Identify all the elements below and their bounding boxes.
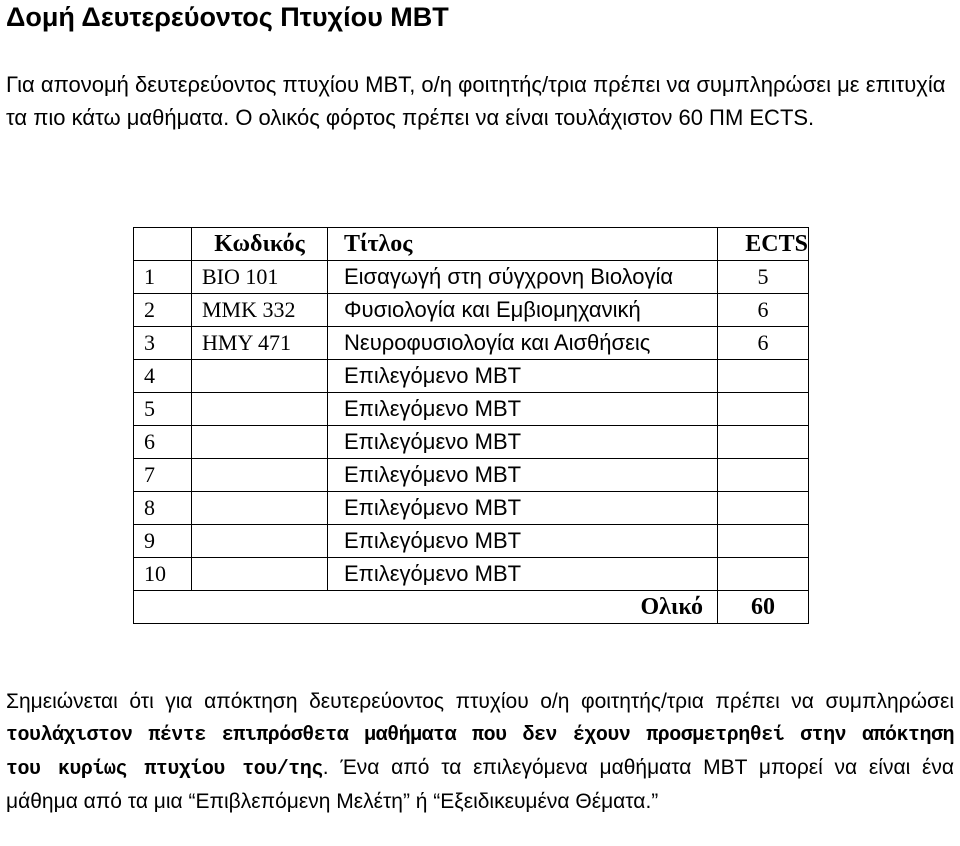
row-code — [192, 558, 328, 591]
header-title: Τίτλος — [328, 228, 718, 261]
table-row — [134, 426, 809, 459]
row-code — [192, 426, 328, 459]
row-code: ΜΜΚ 332 — [192, 294, 328, 327]
note-text-start: Σημειώνεται ότι για απόκτηση δευτερεύοντος πτυχίου ο/η φοιτητής/τρια πρέπει να συμπληρώσει — [6, 690, 954, 713]
table-header-row — [134, 228, 809, 261]
row-code: ΗΜΥ 471 — [192, 327, 328, 360]
row-code — [192, 360, 328, 393]
row-title: Επιλεγόμενο ΜΒΤ — [328, 426, 718, 459]
page-title: Δομή Δευτερεύοντος Πτυχίου ΜΒΤ — [6, 2, 449, 32]
total-value: 60 — [718, 591, 809, 624]
row-ects — [718, 558, 809, 591]
row-ects — [718, 459, 809, 492]
row-number: 4 — [134, 360, 192, 393]
table-row — [134, 393, 809, 426]
row-ects — [718, 360, 809, 393]
header-ects: ECTS — [718, 228, 809, 261]
table-row — [134, 360, 809, 393]
row-code: ΒΙΟ 101 — [192, 261, 328, 294]
row-code — [192, 525, 328, 558]
row-title: Επιλεγόμενο ΜΒΤ — [328, 558, 718, 591]
table-row — [134, 459, 809, 492]
row-number: 8 — [134, 492, 192, 525]
row-number: 5 — [134, 393, 192, 426]
row-code — [192, 492, 328, 525]
total-label: Ολικό — [134, 591, 718, 624]
row-number: 2 — [134, 294, 192, 327]
row-title: Επιλεγόμενο ΜΒΤ — [328, 492, 718, 525]
row-title: Επιλεγόμενο ΜΒΤ — [328, 459, 718, 492]
row-title: Επιλεγόμενο ΜΒΤ — [328, 525, 718, 558]
row-number: 3 — [134, 327, 192, 360]
row-number: 6 — [134, 426, 192, 459]
row-ects — [718, 426, 809, 459]
course-table — [133, 227, 809, 624]
row-title: Εισαγωγή στη σύγχρονη Βιολογία — [328, 261, 718, 294]
table-row — [134, 558, 809, 591]
header-number-cell — [134, 228, 192, 261]
note-text-end: . Ένα από τα επιλεγόμενα μαθήματα ΜΒΤ μπορεί να είναι ένα μάθημα από τα μια “Επιβλεπόμενη Μελέτη” ή “Εξειδικευμένα Θέματα.” — [6, 756, 954, 813]
row-ects — [718, 525, 809, 558]
row-number: 10 — [134, 558, 192, 591]
row-title: Επιλεγόμενο ΜΒΤ — [328, 360, 718, 393]
table-row — [134, 525, 809, 558]
row-ects — [718, 492, 809, 525]
table-row — [134, 261, 809, 294]
row-code — [192, 459, 328, 492]
row-title: Φυσιολογία και Εμβιομηχανική — [328, 294, 718, 327]
row-ects — [718, 393, 809, 426]
table-total-row — [134, 591, 809, 624]
row-ects: 6 — [718, 327, 809, 360]
intro-paragraph: Για απονομή δευτερεύοντος πτυχίου ΜΒΤ, ο/η φοιτητής/τρια πρέπει να συμπληρώσει με επιτυχία τα πιο κάτω μαθήματα. Ο ολικός φόρτος πρέπει να είναι τουλάχιστον 60 ΠΜ ECTS. — [6, 72, 946, 130]
header-code: Κωδικός — [192, 228, 328, 261]
note-paragraph — [6, 686, 954, 818]
row-number: 1 — [134, 261, 192, 294]
note-emphasis: τουλάχιστον πέντε επιπρόσθετα μαθήματα που δεν έχουν προσμετρηθεί στην απόκτηση του κυρίως πτυχίου του/της — [6, 724, 954, 781]
row-ects: 5 — [718, 261, 809, 294]
table-row — [134, 492, 809, 525]
table-row — [134, 327, 809, 360]
row-number: 7 — [134, 459, 192, 492]
table-row — [134, 294, 809, 327]
row-title: Επιλεγόμενο ΜΒΤ — [328, 393, 718, 426]
row-code — [192, 393, 328, 426]
row-number: 9 — [134, 525, 192, 558]
row-ects: 6 — [718, 294, 809, 327]
row-title: Νευροφυσιολογία και Αισθήσεις — [328, 327, 718, 360]
